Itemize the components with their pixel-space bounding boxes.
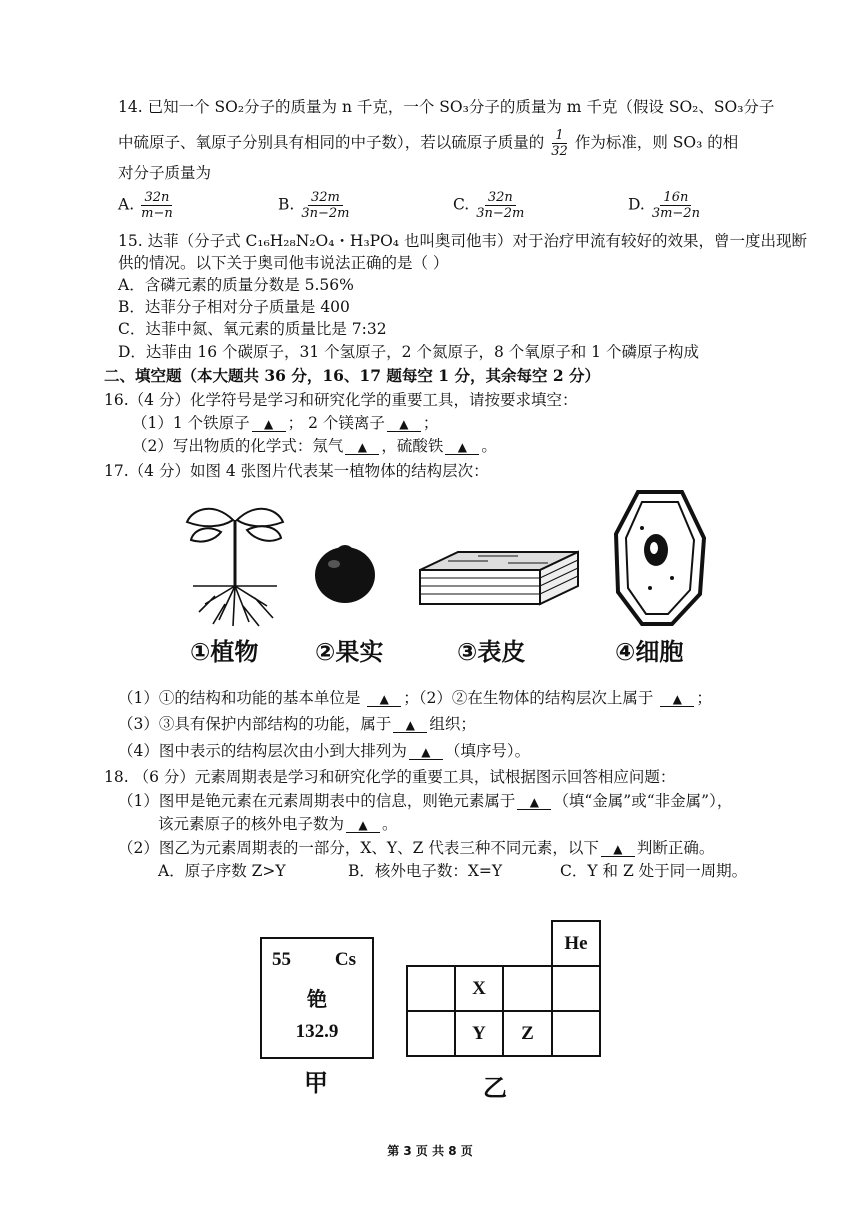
cell-empty (406, 1010, 456, 1057)
q15-line2: 供的情况。以下关于奥司他韦说法正确的是（ ） (118, 254, 449, 272)
cell-empty (551, 965, 601, 1012)
fraction-denominator: 3n−2m (301, 206, 350, 221)
q16-line3 (132, 435, 497, 457)
answer-blank[interactable]: ▲ (393, 718, 427, 733)
answer-blank[interactable]: ▲ (517, 795, 551, 810)
answer-blank[interactable]: ▲ (387, 417, 421, 432)
q14-option-d (628, 190, 707, 221)
q18-option-c: C．Y 和 Z 处于同一周期。 (560, 862, 748, 880)
cell-illustration (612, 488, 708, 628)
fraction-numerator: 32n (485, 190, 516, 206)
q18-l3b: 。 (382, 815, 398, 833)
q15-option-d: D．达菲由 16 个碳原子，31 个氢原子，2 个氮原子，8 个氧原子和 1 个磷原子构成 (118, 343, 699, 361)
q16-l2b: ； 2 个镁离子 (287, 414, 385, 432)
q18-line3 (158, 813, 398, 835)
fraction-denominator: 32 (551, 144, 568, 159)
answer-blank[interactable]: ▲ (345, 440, 379, 455)
q17-sub1 (118, 687, 712, 709)
option-fraction (138, 190, 176, 221)
q17-s3a: （3）③具有保护内部结构的功能，属于 (118, 715, 392, 733)
answer-blank[interactable]: ▲ (601, 842, 635, 857)
q17-s1b: ；（2）②在生物体的结构层次上属于 (403, 689, 659, 707)
q18-l4a: （2）图乙为元素周期表的一部分，X、Y、Z 代表三种不同元素，以下 (118, 839, 599, 857)
q16-l3a: （2）写出物质的化学式：氖气 (132, 437, 344, 455)
option-label: D. (628, 195, 645, 214)
q14-line2 (118, 128, 738, 159)
cell-y: Y (454, 1010, 504, 1057)
answer-blank[interactable]: ▲ (367, 692, 401, 707)
answer-blank[interactable]: ▲ (409, 745, 443, 760)
q17-s1a: （1）①的结构和功能的基本单位是 (118, 689, 366, 707)
answer-blank[interactable]: ▲ (445, 440, 479, 455)
q18-line4 (118, 837, 714, 859)
q18-l3a: 该元素原子的核外电子数为 (158, 815, 345, 833)
q18-l2a: （1）图甲是铯元素在元素周期表中的信息，则铯元素属于 (118, 792, 516, 810)
q15-line1: 15. 达菲（分子式 C₁₆H₂₈N₂O₄・H₃PO₄ 也叫奥司他韦）对于治疗甲流有较好的效果，曾一度出现断 (118, 232, 807, 250)
q14-option-c (453, 190, 531, 221)
page-footer: 第 3 页 共 8 页 (387, 1144, 473, 1158)
fruit-illustration (312, 540, 378, 606)
q17-s1c: ； (696, 689, 712, 707)
q18-option-b: B．核外电子数：X=Y (348, 862, 503, 880)
cell-x: X (454, 965, 504, 1012)
element-card-cesium (260, 937, 374, 1059)
figure-label-yi: 乙 (483, 1073, 507, 1102)
q17-sub4 (118, 740, 530, 762)
element-name: 铯 (307, 987, 327, 1011)
q14-line3: 对分子质量为 (118, 164, 212, 182)
q14-line2-text-a: 中硫原子、氧原子分别具有相同的中子数），若以硫原子质量的 (118, 133, 545, 152)
q18-line2 (118, 790, 732, 812)
fraction-denominator: 3n−2m (476, 206, 525, 221)
element-symbol: Cs (334, 949, 356, 970)
figure-label-epidermis: ③表皮 (457, 638, 526, 666)
cell-empty (551, 1010, 601, 1057)
q15-option-b: B．达菲分子相对分子质量是 400 (118, 298, 350, 316)
fraction-numerator: 16n (660, 190, 691, 206)
atomic-mass: 132.9 (295, 1021, 339, 1042)
q17-s4b: （填序号）。 (444, 742, 531, 760)
atomic-number: 55 (272, 949, 291, 970)
q18-option-a: A．原子序数 Z>Y (158, 862, 286, 880)
fraction-numerator: 32n (141, 190, 172, 206)
q17-line1: 17.（4 分）如图 4 张图片代表某一植物体的结构层次： (104, 462, 489, 480)
option-fraction (298, 190, 352, 221)
q17-sub3 (118, 713, 476, 735)
q16-l2a: （1）1 个铁原子 (132, 414, 250, 432)
cell-he: He (551, 920, 601, 967)
q17-s4a: （4）图中表示的结构层次由小到大排列为 (118, 742, 407, 760)
option-fraction (649, 190, 703, 221)
answer-blank[interactable]: ▲ (660, 692, 694, 707)
figure-label-fruit: ②果实 (315, 638, 384, 666)
figure-label-plant: ①植物 (190, 638, 259, 666)
q14-line2-text-b: 作为标准，则 SO₃ 的相 (574, 133, 739, 152)
answer-blank[interactable]: ▲ (252, 417, 286, 432)
figure-label-jia: 甲 (304, 1068, 328, 1097)
q18-l4b: 判断正确。 (636, 839, 715, 857)
epidermis-illustration (418, 548, 580, 608)
option-label: C. (453, 195, 470, 214)
section-heading: 二、填空题（本大题共 36 分，16、17 题每空 1 分，其余每空 2 分） (104, 366, 601, 385)
option-fraction (473, 190, 527, 221)
q18-l2b: （填“金属”或“非金属”）， (553, 792, 733, 810)
cell-empty (406, 965, 456, 1012)
q14-option-b (278, 190, 356, 221)
answer-blank[interactable]: ▲ (346, 818, 380, 833)
q15-option-a: A．含磷元素的质量分数是 5.56% (118, 276, 354, 294)
figure-label-cell: ④细胞 (615, 638, 684, 666)
q16-l3b: ，硫酸铁 (381, 437, 444, 455)
q14-fraction (548, 128, 571, 159)
cell-empty (502, 965, 553, 1012)
q18-line1: 18. （6 分）元素周期表是学习和研究化学的重要工具，试根据图示回答相应问题： (104, 768, 676, 786)
q16-line1: 16.（4 分）化学符号是学习和研究化学的重要工具，请按要求填空： (104, 391, 578, 409)
fraction-numerator: 1 (552, 128, 566, 144)
q16-l3c: 。 (481, 437, 497, 455)
fraction-denominator: m−n (141, 206, 173, 221)
fraction-denominator: 3m−2n (651, 206, 700, 221)
plant-illustration (185, 500, 285, 630)
q14-option-a (118, 190, 180, 221)
q14-line1: 14. 已知一个 SO₂分子的质量为 n 千克，一个 SO₃分子的质量为 m 千克（假设 SO₂、SO₃分子 (118, 98, 775, 116)
cell-z: Z (502, 1010, 553, 1057)
fraction-numerator: 32m (308, 190, 343, 206)
option-label: B. (278, 195, 295, 214)
q16-l2c: ； (422, 414, 439, 432)
q15-option-c: C．达菲中氮、氧元素的质量比是 7:32 (118, 320, 387, 338)
q16-line2 (132, 412, 438, 434)
option-label: A. (118, 195, 135, 214)
q17-s3b: 组织； (429, 715, 476, 733)
